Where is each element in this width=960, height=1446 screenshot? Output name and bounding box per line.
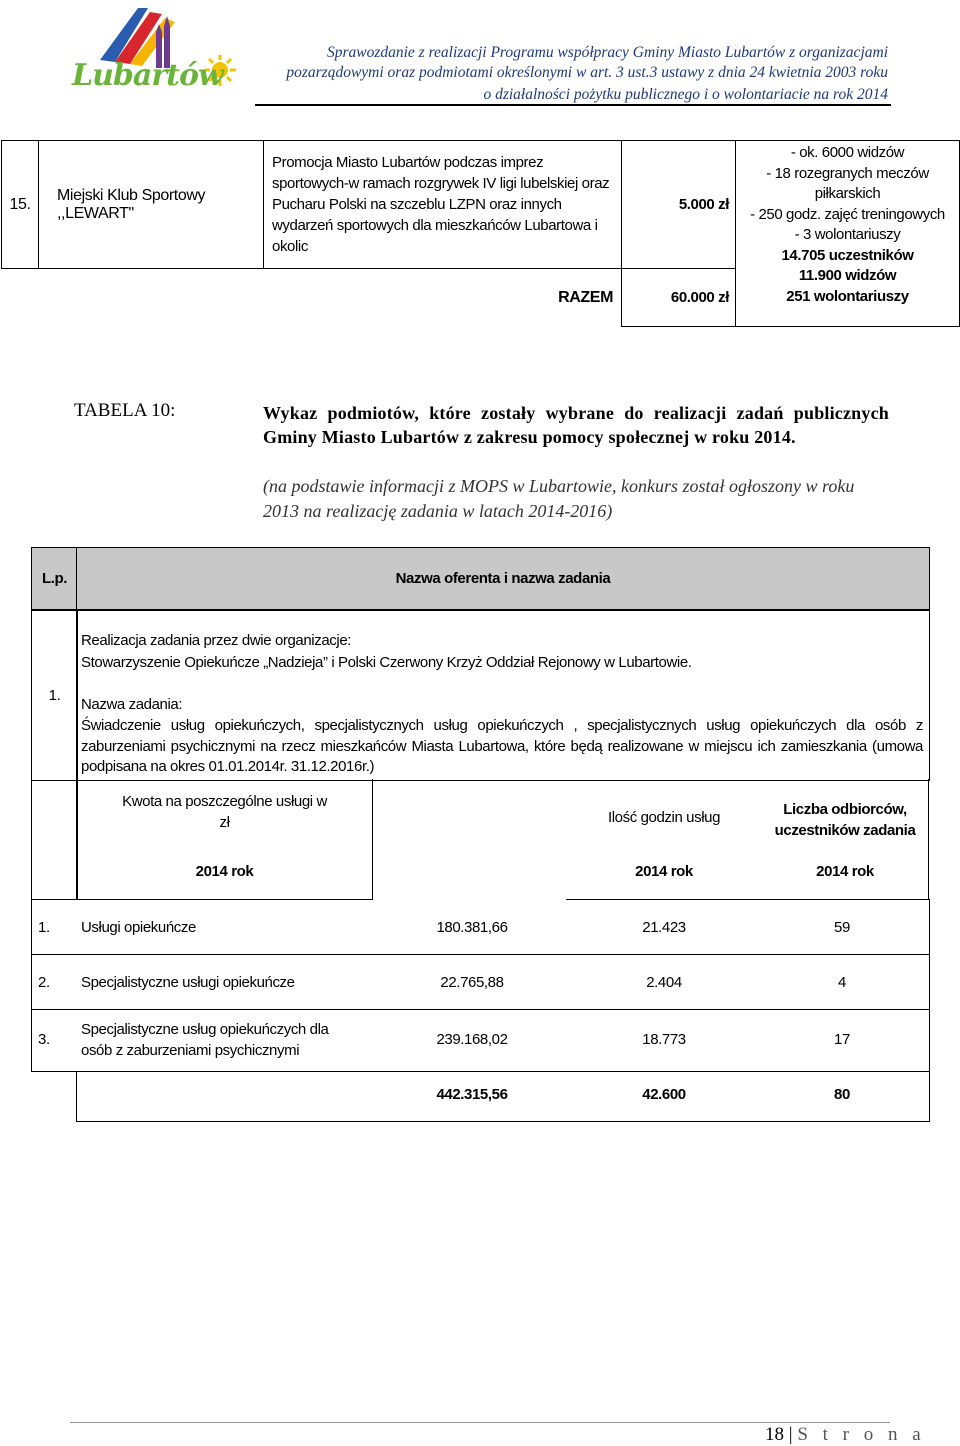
total-label: RAZEM [2,269,622,327]
name-header-cell [76,547,930,611]
page-number: 18 [765,1424,784,1445]
h-hours: Ilość godzin usług [607,809,721,826]
h-hours-cell [566,779,762,900]
row-name: Usługi opiekuńcze [81,919,196,936]
header-line-1: Sprawozdanie z realizacji Programu współpracy Gminy Miasto Lubartów z organizacjami [326,44,888,61]
row15-task: Promocja Miasto Lubartów podczas imprez sportowych-w ramach rozgrywek IV ligi lubelskiej oraz Pucharu Polski na szczeblu LZPN oraz innych wydarzeń sportowych dla mieszkańców Lubartowa i okolic [264,141,622,269]
year-3: 2014 rok [816,863,874,880]
row-hours: 2.404 [646,974,682,991]
row-count: 17 [834,1031,850,1048]
total-amount: 60.000 zł [622,269,736,327]
row-hours: 18.773 [642,1031,686,1048]
h-recipients-cell [762,779,929,900]
row-amount: 22.765,88 [440,974,504,991]
row-num: 1. [38,919,50,936]
total-result-2: 11.900 widzów [798,267,897,284]
page-separator: | [788,1424,793,1445]
lubartow-logo [70,0,260,105]
row1-orgs: Stowarzyszenie Opiekuńcze „Nadzieja” i Polski Czerwony Krzyż Oddział Rejonowy w Lubartowie. [81,654,692,671]
table-note: (na podstawie informacji z MOPS w Lubartowie, konkurs został ogłoszony w roku 2013 na realizację zadania w latach 2014-2016) [263,476,855,521]
year-2: 2014 rok [635,863,693,880]
sub-empty-lp [31,779,78,900]
sum-amount: 442.315,56 [436,1086,508,1103]
header-rule [255,104,891,106]
lp-header: L.p. [41,570,68,587]
logo-text: Lubartów [72,58,223,93]
row15-lp: 15. [2,141,39,269]
h-amount-cell [76,779,373,900]
h-recipients: Liczba odbiorców, uczestników zadania [774,801,916,839]
grant-table-row-15 [1,140,960,327]
row15-result-2: - 18 rozegranych meczów piłkarskich [766,164,929,202]
row15-result-3: - 250 godz. zajęć treningowych [750,205,945,223]
row15-org: Miejski Klub Sportowy ,,LEWART" [39,141,264,269]
header-line-2: pozarządowymi oraz podmiotami określonymi w art. 3 ust.3 ustawy z dnia 24 kwietnia 2003 roku [286,64,888,81]
row1-intro: Realizacja zadania przez dwie organizacje: [81,632,352,649]
row-name: Specjalistyczne usług opiekuńczych dla osób z zaburzeniami psychicznymi [81,1021,329,1059]
row1-lp: 1. [48,687,61,704]
table-row [31,1009,930,1072]
footer-rule [70,1422,890,1423]
lp-header-cell [31,547,78,611]
row-count: 4 [838,974,846,991]
sum-hours: 42.600 [642,1086,686,1103]
table-row [31,954,930,1010]
row15-amount: 5.000 zł [622,141,736,269]
total-result-3: 251 wolontariuszy [786,287,909,305]
page-footer [765,1424,926,1446]
row15-result-1: - ok. 6000 widzów [790,144,905,161]
row-count: 59 [834,919,850,936]
header-line-3: o działalności pożytku publicznego i o wolontariacie na rok 2014 [483,86,888,103]
table-row [31,899,930,955]
table-title: Wykaz podmiotów, które zostały wybrane do realizacji zadań publicznych Gminy Miasto Lubartów z zakresu pomocy społecznej w roku 2014. [263,403,889,447]
row-amount: 239.168,02 [436,1031,508,1048]
page-word: S t r o n a [797,1424,926,1445]
sum-row [76,1071,930,1122]
row-hours: 21.423 [642,919,686,936]
sum-count: 80 [834,1086,850,1103]
row1-desc-cell [76,609,930,781]
row1-lp-cell [31,609,78,781]
year-1: 2014 rok [195,863,254,880]
row-name: Specjalistyczne usługi opiekuńcze [81,974,295,991]
table-label: TABELA 10: [74,400,176,421]
row15-result-4: - 3 wolontariuszy [794,226,901,243]
row-num: 3. [38,1031,50,1048]
h-amount: Kwota na poszczególne usługi w zł [122,793,327,831]
row-num: 2. [38,974,50,991]
row15-results-cell [736,141,960,327]
name-header: Nazwa oferenta i nazwa zadania [395,570,611,587]
row1-task-label: Nazwa zadania: [81,696,183,713]
total-result-1: 14.705 uczestników [781,246,914,264]
row1-task: Świadczenie usług opiekuńczych, specjalistycznych usług opiekuńczych , specjalistycznych usług opiekuńczych dla osób z zaburzeniami psychicznymi na rzecz mieszkańców Miasta Lubartowa, które będą realizowane w miejscu ich zamieszkania (umowa podpisana na okres 01.01.2014r. 31.12.2016r.) [81,717,923,775]
row-amount: 180.381,66 [436,919,508,936]
